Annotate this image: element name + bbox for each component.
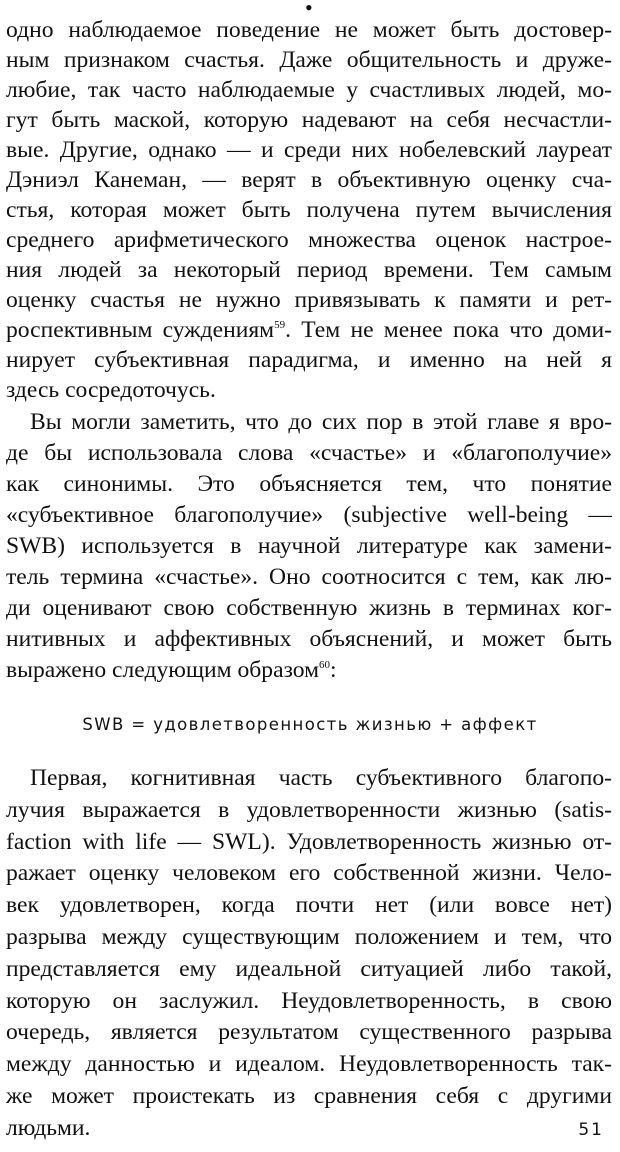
text-line: здесь сосредоточусь. <box>6 377 216 403</box>
text-line: ди оценивают свою собственную жизнь в терминах ког- <box>6 595 612 621</box>
text-line: любие, так часто наблюдаемые у счастливых людей, мо- <box>6 77 612 103</box>
paragraph-2 <box>6 407 612 686</box>
text-line: же может проистекать из сравнения себя с другими <box>6 1082 612 1109</box>
text-line: среднего арифметического множества оценок настрое- <box>6 227 612 253</box>
text-line-with-footnote <box>6 315 612 345</box>
paragraph-3 <box>6 763 612 1145</box>
text-line: гут быть маской, которую надевают на себя несчастли- <box>6 107 612 133</box>
text-line: нирует субъективная парадигма, и именно на ней я <box>6 347 612 373</box>
text-line: людьми. <box>6 1114 91 1141</box>
text-line: «субъективное благополучие» (subjective well-being — <box>6 502 612 528</box>
paragraph-1 <box>6 15 612 405</box>
text-line: Дэниэл Канеман, — верят в объективную оценку сча- <box>6 167 612 193</box>
text-line: разрыва между существующим положением и тем, что <box>6 923 612 950</box>
text-line: между данностью и идеалом. Неудовлетворенность так- <box>6 1051 612 1078</box>
text-line: век удовлетворен, когда почти нет (или вовсе нет) <box>6 892 612 919</box>
top-bullet-mark: • <box>305 0 313 20</box>
text-line: Первая, когнитивная часть субъективного благопо- <box>30 765 612 791</box>
text-segment: : <box>330 657 337 683</box>
swb-formula: SWB = удовлетворенность жизнью + аффект <box>82 715 538 734</box>
text-line: ным признаком счастья. Даже общительность и друже- <box>6 47 612 73</box>
text-line: ния людей за некоторый период времени. Тем самым <box>6 257 612 283</box>
text-line: SWB) используется в научной литературе как замени- <box>6 533 612 559</box>
text-line: как синонимы. Это объясняется тем, что понятие <box>6 471 612 497</box>
text-line: одно наблюдаемое поведение не может быть достовер- <box>6 17 612 43</box>
text-line: стья, которая может быть получена путем вычисления <box>6 197 612 223</box>
text-line: де бы использовала слова «счастье» и «благополучие» <box>6 440 612 466</box>
text-line: Вы могли заметить, что до сих пор в этой главе я вро- <box>30 409 612 435</box>
text-line: представляется ему идеальной ситуацией либо такой, <box>6 955 612 982</box>
footnote-ref-59: 59 <box>274 319 286 332</box>
text-segment: выражено следующим образом <box>6 657 320 683</box>
text-line: ражает оценку человеком его собственной жизни. Чело- <box>6 860 612 887</box>
text-segment: . Тем не менее пока что доми- <box>285 317 612 343</box>
text-segment: роспективным суждениям <box>6 317 275 343</box>
text-line-with-footnote <box>6 655 612 686</box>
page-number: 51 <box>578 1120 604 1140</box>
text-line: лучия выражается в удовлетворенности жизнью (satis- <box>6 796 612 823</box>
text-line: тель термина «счастье». Оно соотносится с тем, как лю- <box>6 564 612 590</box>
text-line: нитивных и аффективных объяснений, и может быть <box>6 626 612 652</box>
text-line: которую он заслужил. Неудовлетворенность, в свою <box>6 987 612 1014</box>
text-line: faction with life — SWL). Удовлетворенность жизнью от- <box>6 828 612 855</box>
footnote-ref-60: 60 <box>319 659 331 672</box>
text-line: оценку счастья не нужно привязывать к памяти и рет- <box>6 287 612 313</box>
text-line: очередь, является результатом существенного разрыва <box>6 1019 612 1046</box>
text-line: вые. Другие, однако — и среди них нобелевский лауреат <box>6 137 612 163</box>
